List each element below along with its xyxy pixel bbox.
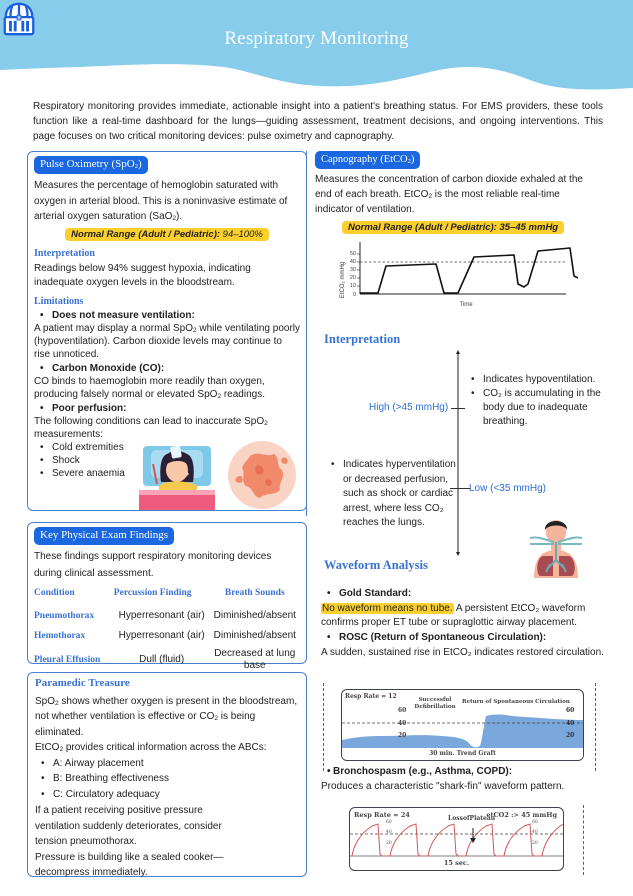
waveform-analysis-heading: Waveform Analysis (324, 558, 428, 572)
rosc-event-label: Successful Defibrillation (414, 697, 456, 710)
svg-text:EtCO₂ mmHg: EtCO₂ mmHg (340, 261, 346, 299)
shark-resp-rate: Resp Rate = 24 (354, 811, 410, 819)
shark-fin-graph: Resp Rate = 24 LossofPlateau etCO2 :> 45 mmHg 60 40 20 60 40 20 15 sec. (349, 807, 564, 871)
exam-findings-table (34, 584, 300, 674)
bronchospasm-content (321, 764, 621, 794)
skin-mottling-illustration (226, 440, 298, 510)
intro-paragraph: Respiratory monitoring provides immediate, actionable insight into a patient's breathing status. For EMS providers, these tools function like a real-time dashboard for the lungs—guiding assessment, treatment decisions, and ongoing interventions. This page focuses on two critical monitoring devices: pulse oximetry and capnography. (33, 101, 603, 142)
svg-text:50: 50 (349, 251, 356, 257)
capnography-title: Capnography (EtCO$_2$) (315, 151, 420, 169)
rosc-trend-graph: Resp Rate = 12 Successful Defibrillation Return of Spontaneous Circulation 60 40 20 60 40 20 30 min. Trend Graft (341, 689, 584, 761)
svg-text:20: 20 (349, 275, 356, 281)
low-interpretation-list: • Indicates hyperventilation or decreased perfusion, such as shock or cardiac arrest, where less CO₂ reaches the lungs. (325, 458, 460, 531)
gold-standard-text: No waveform means no tube. A persistent EtCO₂ waveform confirms proper ET tube or supraglottic airway placement. (321, 602, 586, 629)
table-row: Pleural Effusion Dull (fluid) Decreased at lung base (34, 647, 296, 671)
column-header: Condition (34, 588, 75, 598)
capno-normal-range-badge: Normal Range (Adult / Pediatric): 35–45 mmHg (342, 221, 564, 234)
limitation-text: The following conditions can lead to inaccurate SpO$_2$ measurements: (34, 416, 268, 440)
sick-patient-illustration (139, 442, 215, 510)
page-title: Respiratory Monitoring (224, 28, 409, 49)
low-threshold-label: Low (<35 mmHg) (469, 483, 546, 494)
gold-standard-title: • Gold Standard: (321, 587, 621, 602)
limitations-heading: Limitations (34, 295, 84, 307)
exam-findings-description: These findings support respiratory monitoring devices during clinical assessment. (34, 551, 272, 579)
waveform-analysis-content (321, 587, 621, 661)
pulse-oximetry-description: Measures the percentage of hemoglobin saturated with oxygen in arterial blood. This is a noninvasive estimate of arterial oxygen saturation (SaO$_2$). (34, 180, 288, 222)
exam-findings-card (27, 522, 307, 671)
capnography-section (315, 151, 615, 236)
shark-frame-right (583, 805, 584, 875)
svg-text:30: 30 (349, 267, 356, 273)
perfusion-condition: • Severe anaemia (34, 467, 300, 480)
rosc-frame-left (323, 683, 324, 771)
treasure-paragraph: If a patient receiving positive pressure ventilation suddenly deteriorates, consider tension pneumothorax. (35, 805, 222, 848)
header-banner (0, 0, 633, 90)
pulse-oximetry-card (27, 151, 307, 511)
rosc-frame-right (595, 683, 596, 771)
interpretation-heading: Interpretation (34, 248, 95, 259)
table-row: Hemothorax Hyperresonant (air) Diminished/absent (34, 629, 296, 641)
treasure-chest-icon (0, 0, 38, 38)
loss-of-plateau-label: LossofPlateau (448, 815, 496, 822)
low-tick (450, 488, 470, 489)
rosc-footer: 30 min. Trend Graft (429, 750, 496, 757)
bronchospasm-title: • Bronchospasm (e.g., Asthma, COPD): (321, 764, 621, 779)
capnogram-chart (338, 238, 578, 310)
abc-item: • C: Circulatory adequacy (35, 787, 299, 803)
interpretation-text: Readings below 94% suggest hypoxia, indicating inadequate oxygen levels in the bloodstream. (34, 262, 251, 288)
svg-text:Time: Time (459, 302, 473, 308)
abc-item: • A: Airway placement (35, 756, 299, 772)
limitation-title: • Poor perfusion: (34, 402, 300, 415)
svg-text:10: 10 (349, 283, 356, 289)
pulse-normal-range-badge: Normal Range (Adult / Pediatric): 94–100% (65, 228, 269, 241)
capnography-description: Measures the concentration of carbon dioxide exhaled at the end of each breath. EtCO$_2$ is the most reliable real-time indicator of ventilation. (315, 174, 583, 215)
lungs-illustration (528, 514, 584, 578)
svg-text:0: 0 (352, 292, 356, 298)
rosc-title: • ROSC (Return of Spontaneous Circulation): (321, 631, 621, 646)
shark-footer: 15 sec. (443, 859, 470, 867)
limitation-title: • Carbon Monoxide (CO): (34, 362, 300, 375)
high-threshold-label: High (>45 mmHg) (369, 402, 449, 413)
shark-etco2-label: etCO2 :> 45 mmHg (486, 811, 557, 819)
treasure-paragraph: SpO$_2$ shows whether oxygen is present in the bloodstream, not whether ventilation is effective or $CO_2$ is being eliminated. (35, 695, 298, 738)
treasure-paragraph: EtCO$_2$ provides critical information across the ABCs: (35, 742, 267, 754)
column-header: Percussion Finding (113, 588, 192, 598)
high-tick (451, 408, 465, 409)
paramedic-treasure-card (27, 672, 307, 877)
limitation-text: CO binds to haemoglobin more readily than oxygen, producing falsely normal or elevated SpO$_2$ readings. (34, 376, 265, 400)
svg-text:40: 40 (349, 259, 356, 265)
rosc-text: A sudden, sustained rise in EtCO₂ indicates restored circulation. (321, 646, 604, 658)
column-header: Breath Sounds (224, 588, 285, 598)
exam-findings-title: Key Physical Exam Findings (34, 527, 174, 545)
limitation-title: • Does not measure ventilation: (34, 309, 300, 322)
table-row: Pneumothorax Hyperresonant (air) Diminished/absent (34, 609, 296, 621)
rosc-label: Return of Spontaneous Circulation (462, 699, 570, 705)
capnography-frame-border (306, 151, 309, 516)
perfusion-condition: • Shock (34, 454, 300, 467)
abc-item: • B: Breathing effectiveness (35, 771, 299, 787)
interpretation-heading: Interpretation (324, 332, 401, 346)
pulse-oximetry-title: Pulse Oximetry (SpO$_2$) (34, 156, 148, 174)
limitation-text: A patient may display a normal SpO$_2$ while ventilating poorly (hypoventilation). Carbon dioxide levels may continue to rise unnoticed. (34, 323, 300, 360)
paramedic-treasure-title: Paramedic Treasure (35, 677, 130, 689)
high-interpretation-list: • Indicates hypoventilation. • CO₂ is accumulating in the body due to inadequate breathing. (465, 373, 615, 429)
bronchospasm-text: Produces a characteristic "shark-fin" waveform pattern. (321, 781, 565, 792)
perfusion-condition: • Cold extremities (34, 441, 300, 454)
treasure-paragraph: Pressure is building like a sealed cooker—decompress immediately. (35, 851, 224, 879)
rosc-resp-rate: Resp Rate = 12 (345, 693, 397, 700)
